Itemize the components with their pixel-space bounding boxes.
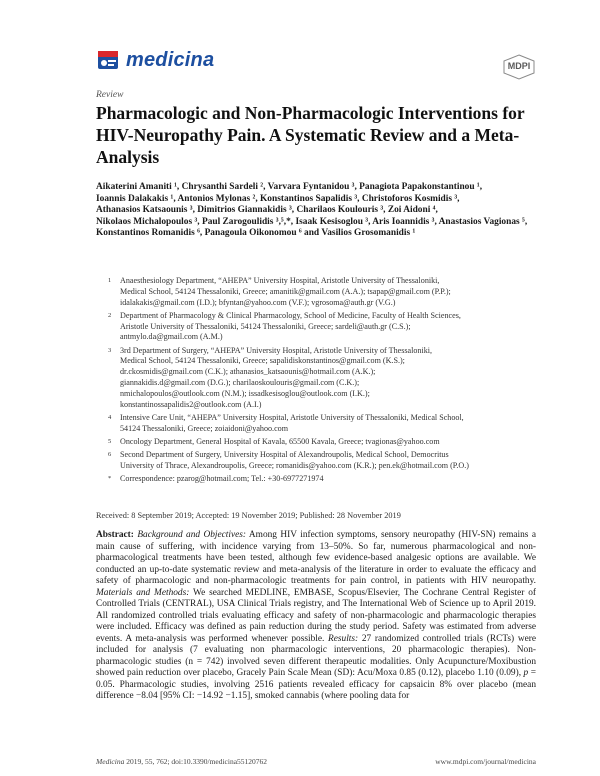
affiliation-text: Anaesthesiology Department, “AHEPA” University Hospital, Aristotle University of Thessaloniki, Medical School, 54124 Thessaloniki, Greece; amanitik@gmail.com (A.A.); tsapap@gmail.com (P.P.); idalakakis@gmail.com (I.D.); bfyntan@yahoo.com (V.F.); vgrosoma@auth.gr (V.G.) [120,276,451,307]
author-name[interactable]: Charilaos Koulouris ³, [296,205,386,215]
affiliation-number: 5 [108,437,112,445]
journal-logo-icon [96,48,120,72]
abstract [96,530,536,703]
abstract-methods-label: Materials and Methods: [96,587,190,598]
publisher-logo[interactable] [502,54,536,80]
author-name[interactable]: Nikolaos Michalopoulos ³, [96,216,200,227]
affiliation-item [108,413,536,435]
author-name[interactable]: Zoi Aidoni ⁴, [387,205,438,215]
footer-url[interactable]: www.mdpi.com/journal/medicina [435,757,536,766]
author-name[interactable]: Athanasios Katsaounis ³, [96,205,195,215]
author-name[interactable]: Anastasios Vagionas ⁵, [438,216,528,227]
author-name[interactable]: Panagoula Oikonomou ⁶ [204,228,302,238]
abstract-results-tail: = 0.05. Pharmacologic studies, involving 2516 patients revealed efficacy for capsaicin 8% over placebo (mean difference −8.04 [95% CI: −14.92 −1.15], smoked cannabis (where pooling data for [96,668,536,701]
author-name[interactable]: Aris Ioannidis ³, [372,216,437,227]
affiliation-text: 3rd Department of Surgery, “AHEPA” University Hospital, Aristotle University of Thessaloniki, Medical School, 54124 Thessaloniki, Greece; sapalidiskonstantinos@gmail.com (K.S.); dr.ckosmidis@gmail.com (C.K.); athanasios_katsaounis@hotmail.com (A.K.); giannakidis.d@gmail.com (D.G.); charilaoskoulouris@gmail.com (C.K.); nmichalopoulos@outlook.com (N.M.); issadkesisoglou@outlook.com (I.K.); konstantinossapalidis2@outlook.com (A.I.) [120,345,433,409]
affiliation-number: 4 [108,413,112,421]
author-name[interactable]: Paul Zarogoulidis ³,⁵,*, [201,216,294,227]
article-type: Review [96,90,124,100]
abstract-background-text: Among HIV infection symptoms, sensory neuropathy (HIV-SN) remains a main cause of suffering, with incidence varying from 13–50%. So far, numerous pharmacological and non-pharmacological treatments have been tested, although few evidence-based analgesic options are available. We conducted an up-to-date systematic review and meta-analysis of the literature in order to evaluate the efficacy and safety of pharmacologic and non-pharmacologic treatments for pain control, in patients with HIV neuropathy. [96,530,536,586]
abstract-label: Abstract: [96,530,134,540]
author-list [96,182,536,240]
footer-journal: Medicina [96,757,125,766]
affiliation-item [108,450,536,472]
affiliation-number: 1 [108,277,112,284]
journal-name: medicina [126,48,215,71]
abstract-p-symbol: p [523,668,529,678]
author-name[interactable]: Ioannis Dalakakis ¹, [96,193,176,204]
author-name[interactable]: Dimitrios Giannakidis ³, [197,205,295,215]
author-name[interactable]: and Vasilios Grosomanidis ¹ [304,228,416,238]
affiliation-text: Second Department of Surgery, University Hospital of Alexandroupolis, Medical School, Democritus University of Thrace, Alexandroupolis, Greece; romanidis@yahoo.com (K.R.); pen.ek@hotmail.com (P.O.) [120,449,469,470]
affiliation-text: Department of Pharmacology & Clinical Pharmacology, School of Medicine, Faculty of Health Sciences, Aristotle University of Thessaloniki, 54124 Thessaloniki, Greece; sardeli@auth.gr (C.S.); antmylo.da@gmail.com (A.M.) [120,310,461,342]
publisher-name: MDPI [507,61,531,71]
author-name[interactable]: Konstantinos Romanidis ⁶, [96,228,203,238]
affiliation-item [108,437,536,448]
affiliation-number: 6 [108,450,112,458]
affiliations [108,276,536,487]
footer-citation [96,757,267,766]
footer-citation-details: 2019, 55, 762; doi:10.3390/medicina55120762 [124,757,268,766]
affiliation-text: Correspondence: pzarog@hotmail.com; Tel.: +30-6977271974 [120,473,324,483]
affiliation-text: Oncology Department, General Hospital of Kavala, 65500 Kavala, Greece; tvagionas@yahoo.com [120,436,440,446]
affiliation-number: * [108,474,112,482]
author-name[interactable]: Konstantinos Sapalidis ³, [260,193,360,204]
abstract-background-label: Background and Objectives: [137,530,247,540]
affiliation-number: 2 [108,311,112,319]
affiliation-item [108,346,536,411]
author-name[interactable]: Chrysanthi Sardeli ², [181,182,266,192]
abstract-results-label: Results: [328,633,359,644]
journal-header [96,48,536,88]
author-name[interactable]: Antonios Mylonas ², [177,193,258,204]
affiliation-item [108,474,536,485]
journal-logo[interactable] [96,48,214,72]
author-name[interactable]: Christoforos Kosmidis ³, [361,193,460,204]
affiliation-item [108,311,536,343]
affiliation-text: Intensive Care Unit, “AHEPA” University Hospital, Aristotle University of Thessaloniki, Medical School, 54124 Thessaloniki, Greece; zoiaidoni@yahoo.com [120,412,464,433]
author-name[interactable]: Panagiota Papakonstantinou ¹, [359,182,483,192]
affiliation-item [108,276,536,308]
abstract-results-text: 27 randomized controlled trials (RCTs) were included for analysis (7 evaluating non pharmacologic interventions, 20 pharmacologic therapies). Non-pharmacologic studies (n = 742) involved seven different therapeutic modalities. Only Acupuncture/Moxibustion showed pain reduction over placebo, Gracely Pain Scale Mean (SD): Acu/Moxa 0.85 (0.12), placebo 1.10 (0.09), [96,633,537,678]
publication-dates: Received: 8 September 2019; Accepted: 19 November 2019; Published: 28 November 2019 [96,511,401,520]
abstract-methods-text: We searched MEDLINE, EMBASE, Scopus/Elsevier, The Cochrane Central Register of Controlled Trials (CENTRAL), USA Clinical Trials registry, and The International Web of Science up to April 2019. All randomized controlled trials evaluating efficacy and safety of non-pharmacologic and pharmacologic therapies were included. Efficacy was defined as pain reduction during the study period. Safety was estimated from adverse events. A meta-analysis was performed whenever possible. [96,587,537,644]
affiliation-number: 3 [108,346,112,354]
author-name[interactable]: Isaak Kesisoglou ³, [295,216,371,227]
author-name[interactable]: Aikaterini Amaniti ¹, [96,182,180,192]
author-name[interactable]: Varvara Fyntanidou ³, [267,182,357,192]
article-title: Pharmacologic and Non-Pharmacologic Interventions for HIV-Neuropathy Pain. A Systematic Review and a Meta-Analysis [96,103,525,167]
